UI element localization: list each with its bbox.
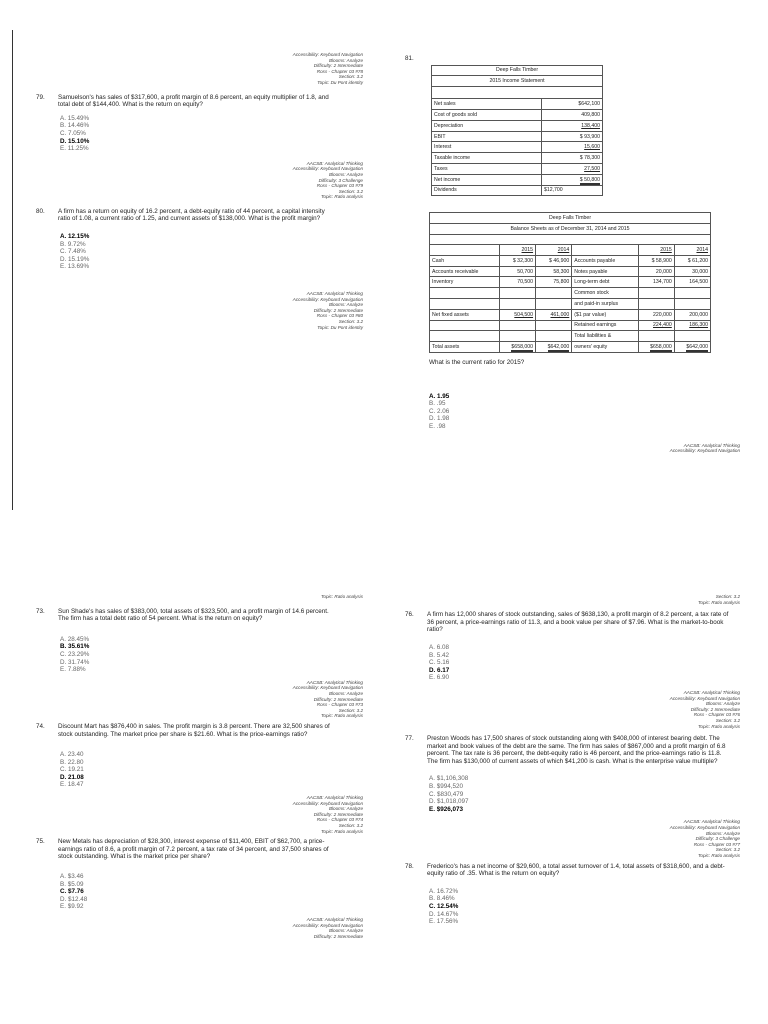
option-b-correct: B. 35.61%: [60, 643, 90, 651]
option-d-correct: D. 6.17: [429, 666, 450, 674]
answer-options: [429, 393, 740, 431]
meta-block: [405, 819, 740, 858]
meta-line: Blooms: Analyze: [705, 701, 740, 707]
option-a: A. $3.46: [60, 873, 84, 880]
meta-line: Section: 3.2: [338, 707, 363, 713]
row-label: Net fixed assets: [430, 309, 500, 320]
question-78: [405, 863, 730, 878]
row-label: Accounts receivable: [430, 266, 500, 277]
row-label: Net sales: [432, 99, 542, 110]
table-row: [430, 277, 711, 288]
question-79: [36, 94, 336, 109]
option-a-correct: A. 1.95: [429, 392, 450, 400]
option-c-correct: C. 12.54%: [429, 902, 459, 910]
row-value: $642,100: [541, 99, 602, 110]
table-row: [432, 120, 603, 131]
meta-block: [36, 795, 363, 834]
cell: $ 58,900: [638, 255, 674, 266]
header-cell: [572, 245, 638, 256]
meta-line: Ross - Chapter 03 #79: [316, 183, 363, 189]
option-b: B. 14.46%: [60, 122, 90, 130]
option-a: A. 16.72%: [429, 887, 459, 895]
meta-line: AACSB: Analytical Thinking: [306, 291, 363, 297]
cell: 70,500: [499, 277, 535, 288]
row-label: Long-term debt: [572, 277, 638, 288]
option-b: B. $5.09: [60, 880, 84, 888]
row-label: Notes payable: [572, 266, 638, 277]
meta-line: Blooms: Analyze: [328, 302, 363, 308]
year-header: 2014: [696, 247, 708, 254]
empty-cell: [536, 320, 572, 331]
cell: $ 61,200: [674, 255, 710, 266]
meta-line: AACSB: Analytical Thinking: [683, 689, 740, 695]
question-text: A firm has 12,000 shares of stock outstanding, sales of $638,130, a profit margin of 8.2 percent, a tax rate of 36 percent, a price-earnings ratio of 11.3, and a book value per share of $7.96. What is the market-to-book ratio?: [427, 611, 729, 634]
year-header: 2014: [557, 247, 570, 254]
option-c: C. 19.21: [60, 766, 84, 774]
meta-line: Blooms: Analyze: [328, 928, 363, 934]
meta-line: Section: 3.2: [715, 847, 740, 853]
table-row: [430, 320, 711, 331]
question-number: 81.: [405, 55, 414, 62]
row-label: Taxes: [432, 164, 542, 175]
option-b: B. 22.80: [60, 758, 84, 766]
option-c: C. 7.48%: [60, 248, 86, 256]
cell: 200,000: [674, 309, 710, 320]
meta-line: Difficulty: 2 Intermediate: [690, 706, 740, 712]
answer-options: [60, 115, 366, 153]
meta-block: [36, 680, 363, 719]
meta-line: Difficulty: 2 Intermediate: [313, 307, 363, 313]
option-d: D. 14.67%: [429, 910, 459, 918]
option-c: C. 2.06: [429, 407, 450, 415]
table-row: [432, 131, 603, 142]
meta-line: Difficulty: 2 Intermediate: [313, 933, 363, 939]
meta-line: Difficulty: 3 Challenge: [695, 836, 740, 842]
empty-cell: [638, 331, 674, 342]
option-d: D. 31.74%: [60, 658, 90, 666]
table-row: [432, 153, 603, 164]
option-a: A. 28.45%: [60, 635, 90, 643]
cell: $642,000: [547, 344, 570, 351]
meta-line: Accessibility: Keyboard Navigation: [669, 825, 740, 831]
option-d: D. 1.98: [429, 415, 450, 423]
row-label: Depreciation: [432, 120, 542, 131]
answer-options: [429, 775, 740, 813]
question-74: [36, 723, 336, 738]
cell: 461,000: [550, 311, 570, 318]
table-row: [432, 164, 603, 175]
question-text: Sun Shade's has sales of $383,000, total assets of $323,500, and a profit margin of 14.6 percent. The firm has a total debt ratio of 54 percent. What is the return on equity?: [58, 607, 329, 623]
meta-line: AACSB: Analytical Thinking: [306, 916, 363, 922]
meta-line: Ross - Chapter 03 #78: [316, 68, 363, 74]
option-d: D. 15.19%: [60, 255, 90, 263]
empty-cell: [499, 288, 535, 299]
meta-line: AACSB: Analytical Thinking: [683, 442, 740, 448]
meta-line: Topic: Ratio analysis: [321, 594, 363, 599]
answer-options: [60, 233, 366, 271]
option-a: A. 23.40: [60, 751, 84, 759]
table-title: Deep Falls Timber: [432, 65, 603, 76]
meta-line: Blooms: Analyze: [328, 690, 363, 696]
option-c: C. $830,479: [429, 790, 464, 798]
table-subtitle: 2015 Income Statement: [432, 76, 603, 87]
meta-line: Section: 3.2: [338, 319, 363, 324]
cell: $ 32,300: [499, 255, 535, 266]
meta-block: [405, 594, 740, 605]
question-73: [36, 608, 336, 623]
row-label: EBIT: [432, 131, 542, 142]
question-text: What is the current ratio for 2015?: [429, 358, 525, 366]
option-e: E. 17.56%: [429, 918, 459, 926]
meta-block: [36, 917, 363, 939]
question-number: 79.: [36, 93, 45, 101]
balance-sheet-table: [429, 212, 711, 353]
question-75: [36, 838, 336, 861]
row-label: Retained earnings: [572, 320, 638, 331]
option-c: C. 23.29%: [60, 650, 90, 658]
meta-line: Topic: Ratio analysis: [698, 723, 740, 729]
option-d: D. $1,018,097: [429, 798, 469, 806]
cell: 30,000: [674, 266, 710, 277]
row-label: Common stock: [572, 288, 638, 299]
cell: $658,000: [511, 344, 534, 351]
row-label: Interest: [432, 142, 542, 153]
option-b: B. .95: [429, 400, 446, 408]
table-subtitle: Balance Sheets as of December 31, 2014 and 2015: [430, 224, 711, 235]
option-a: A. 6.08: [429, 643, 449, 651]
meta-line: Accessibility: Keyboard Navigation: [669, 448, 740, 454]
page-top-right: [405, 55, 740, 454]
table-row: [430, 331, 711, 342]
question-number: 76.: [405, 611, 414, 619]
table-row: [430, 266, 711, 277]
meta-line: Difficulty: 2 Intermediate: [313, 811, 363, 817]
row-label: ($1 par value): [572, 309, 638, 320]
answer-options: [60, 751, 366, 789]
row-value: 138,400: [581, 122, 600, 129]
option-d-correct: D. 21.08: [60, 773, 84, 781]
option-e: E. 6.90: [429, 674, 449, 682]
question-number: 73.: [36, 607, 45, 615]
option-b: B. $994,520: [429, 783, 463, 791]
empty-cell: [674, 331, 710, 342]
cell: 164,500: [674, 277, 710, 288]
empty-cell: [536, 288, 572, 299]
meta-line: Ross - Chapter 03 #74: [316, 817, 363, 823]
income-statement-table: [431, 65, 603, 197]
empty-cell: [430, 331, 500, 342]
meta-line: Ross - Chapter 03 #76: [693, 712, 740, 718]
meta-line: Accessibility: Keyboard Navigation: [292, 685, 363, 691]
row-label: Net income: [432, 174, 542, 185]
meta-line: Topic: Ratio analysis: [698, 853, 740, 858]
meta-line: Difficulty: 2 Intermediate: [313, 696, 363, 702]
row-value: 15,600: [584, 144, 600, 151]
page-bottom-left: [36, 594, 366, 939]
table-title: Deep Falls Timber: [430, 213, 711, 224]
option-b: B. 9.72%: [60, 240, 86, 248]
meta-line: Ross - Chapter 03 #73: [316, 702, 363, 708]
question-number: 80.: [36, 207, 45, 215]
option-b: B. 5.42: [429, 651, 449, 659]
meta-block: [36, 52, 363, 86]
question-number: 78.: [405, 862, 414, 870]
row-value: $12,700: [541, 185, 602, 196]
empty-cell: [638, 299, 674, 310]
empty-cell: [674, 288, 710, 299]
question-number: 75.: [36, 838, 45, 846]
meta-line: Topic: Ratio analysis: [321, 713, 363, 719]
meta-line: Accessibility: Keyboard Navigation: [292, 800, 363, 806]
cell: 58,300: [536, 266, 572, 277]
cell: 75,800: [536, 277, 572, 288]
cell: 186,300: [689, 322, 708, 329]
cell: $ 46,900: [536, 255, 572, 266]
question-text: Frederico's has a net income of $29,600, a total asset turnover of 1.4, total assets of $318,600, and a debt-equity ratio of .35. What is the return on equity?: [427, 862, 725, 878]
table-row: [430, 288, 711, 299]
empty-cell: [638, 288, 674, 299]
meta-line: Blooms: Analyze: [705, 830, 740, 836]
page-bottom-right: [405, 594, 740, 926]
table-row: [432, 110, 603, 121]
header-cell: [430, 245, 500, 256]
meta-line: Difficulty: 3 Challenge: [318, 177, 363, 183]
empty-cell: [536, 299, 572, 310]
table-row: [430, 255, 711, 266]
meta-line: Accessibility: Keyboard Navigation: [292, 296, 363, 302]
meta-block: [405, 443, 740, 454]
question-77: [405, 735, 730, 765]
table-spacer: [432, 87, 603, 99]
row-value: 409,800: [541, 110, 602, 121]
option-e-correct: E. $926,073: [429, 805, 463, 813]
question-text: Preston Woods has 17,500 shares of stock outstanding along with $408,000 of interest bearing debt. The market and book values of the debt are the same. The firm has sales of $867,000 and a profit margin of 6.8 percent. The tax rate is 36 percent, the debt-equity ratio is 46 percent, and the price-earnings ratio is 11.8. The firm has $130,000 of current assets of which $41,200 is cash. What is the enterprise value multiple?: [427, 735, 726, 765]
question-text: A firm has a return on equity of 16.2 percent, a debt-equity ratio of 44 percent, a capital intensity ratio of 1.08, a current ratio of 1.25, and current assets of $138,000. What is the profit margin?: [58, 207, 325, 223]
page-top-left: [36, 52, 366, 330]
meta-line: Topic: Ratio analysis: [321, 828, 363, 834]
option-c: C. 7.05%: [60, 129, 86, 137]
question-text: Samuelson's has sales of $317,600, a profit margin of 8.6 percent, an equity multiplier of 1.8, and total debt of $144,400. What is the return on equity?: [58, 93, 329, 109]
meta-line: Difficulty: 2 Intermediate: [313, 63, 363, 69]
meta-line: AACSB: Analytical Thinking: [306, 160, 363, 166]
meta-block: [405, 690, 740, 729]
year-header: 2015: [521, 247, 534, 254]
cell: 504,500: [514, 311, 534, 318]
empty-cell: [499, 320, 535, 331]
question-text: New Metals has depreciation of $28,300, interest expense of $11,400, EBIT of $62,700, a price-earnings ratio of 8.6, a profit margin of 7.2 percent, a tax rate of 34 percent, and 37,500 shares of stock outstanding. What is the market price per share?: [58, 838, 329, 861]
table-row: [432, 174, 603, 185]
option-a: A. $1,106,308: [429, 775, 469, 783]
page-border-line: [12, 30, 13, 510]
option-e: E. $9.92: [60, 903, 84, 911]
row-value: $ 78,300: [541, 153, 602, 164]
question-text: Discount Mart has $876,400 in sales. The profit margin is 3.8 percent. There are 32,500 shares of stock outstanding. The market price per share is $21.60. What is the price-earnings ratio?: [58, 722, 330, 738]
meta-line: AACSB: Analytical Thinking: [306, 795, 363, 801]
meta-line: Blooms: Analyze: [328, 171, 363, 177]
meta-block: [36, 161, 363, 200]
question-number: 74.: [36, 722, 45, 730]
empty-cell: [430, 299, 500, 310]
row-value: 27,500: [584, 165, 600, 172]
row-label: Cost of goods sold: [432, 110, 542, 121]
table-spacer: [430, 234, 711, 244]
answer-options: [429, 888, 740, 926]
table-row: [430, 309, 711, 320]
table-row: [432, 142, 603, 153]
meta-line: Blooms: Analyze: [328, 806, 363, 812]
row-value: $ 50,800: [579, 176, 600, 183]
option-d: D. $12.48: [60, 895, 88, 903]
empty-cell: [499, 299, 535, 310]
option-e: E. 13.69%: [60, 263, 90, 271]
empty-cell: [430, 320, 500, 331]
cell: 20,000: [638, 266, 674, 277]
table-row: [432, 185, 603, 196]
row-label: Cash: [430, 255, 500, 266]
meta-line: Accessibility: Keyboard Navigation: [292, 922, 363, 928]
cell: 50,700: [499, 266, 535, 277]
meta-line: Topic: Du Pont identity: [317, 324, 363, 330]
table-row: [430, 299, 711, 310]
option-a: A. 15.49%: [60, 114, 90, 122]
meta-line: Accessibility: Keyboard Navigation: [669, 695, 740, 701]
meta-line: Ross - Chapter 03 #77: [693, 841, 740, 847]
empty-cell: [536, 331, 572, 342]
cell: 224,400: [653, 322, 672, 329]
option-c-correct: C. $7.76: [60, 888, 84, 896]
cell: $658,000: [650, 344, 672, 351]
question-76: [405, 611, 730, 634]
option-e: E. 7.88%: [60, 666, 86, 674]
option-e: E. 11.25%: [60, 145, 89, 153]
cell: 134,700: [638, 277, 674, 288]
table-header-row: [430, 245, 711, 256]
option-d-correct: D. 15.10%: [60, 137, 90, 145]
option-e: E. 18.47: [60, 781, 84, 789]
answer-options: [60, 636, 366, 674]
empty-cell: [499, 331, 535, 342]
row-label: Accounts payable: [572, 255, 638, 266]
cell: 220,000: [638, 309, 674, 320]
question-number: 77.: [405, 735, 414, 743]
meta-line: AACSB: Analytical Thinking: [306, 679, 363, 685]
row-label: Total liabilities &: [572, 331, 638, 342]
answer-options: [429, 644, 740, 682]
row-label: Taxable income: [432, 153, 542, 164]
option-c: C. 5.16: [429, 659, 450, 667]
meta-line: Topic: Ratio analysis: [321, 194, 363, 200]
meta-line: Topic: Ratio analysis: [698, 599, 740, 605]
meta-line: Section: 3.2: [715, 594, 740, 599]
meta-line: Blooms: Analyze: [328, 57, 363, 63]
meta-line: Topic: Du Pont identity: [317, 79, 363, 85]
meta-line: AACSB: Analytical Thinking: [683, 819, 740, 825]
meta-line: Accessibility: Keyboard Navigation: [292, 166, 363, 172]
row-label: Total assets: [430, 342, 500, 353]
question-80: [36, 208, 336, 223]
meta-line: Section: 3.2: [338, 74, 363, 80]
row-label: and paid-in surplus: [572, 299, 638, 310]
meta-line: Ross - Chapter 03 #80: [316, 313, 363, 319]
option-e: E. .98: [429, 422, 446, 430]
row-label: owners' equity: [572, 342, 638, 353]
option-b: B. 8.46%: [429, 895, 455, 903]
row-label: Dividends: [432, 185, 542, 196]
row-label: Inventory: [430, 277, 500, 288]
meta-line: Accessibility: Keyboard Navigation: [292, 52, 363, 57]
meta-line: Section: 3.2: [338, 823, 363, 829]
option-a-correct: A. 12.15%: [60, 233, 90, 241]
meta-line: Section: 3.2: [715, 717, 740, 723]
cell: $642,000: [686, 344, 708, 351]
table-row: [430, 342, 711, 353]
row-value: $ 93,900: [541, 131, 602, 142]
meta-line: Section: 3.2: [338, 188, 363, 194]
empty-cell: [430, 288, 500, 299]
meta-block: [36, 291, 363, 330]
empty-cell: [674, 299, 710, 310]
answer-options: [60, 873, 366, 911]
table-row: [432, 99, 603, 110]
year-header: 2015: [660, 247, 672, 254]
